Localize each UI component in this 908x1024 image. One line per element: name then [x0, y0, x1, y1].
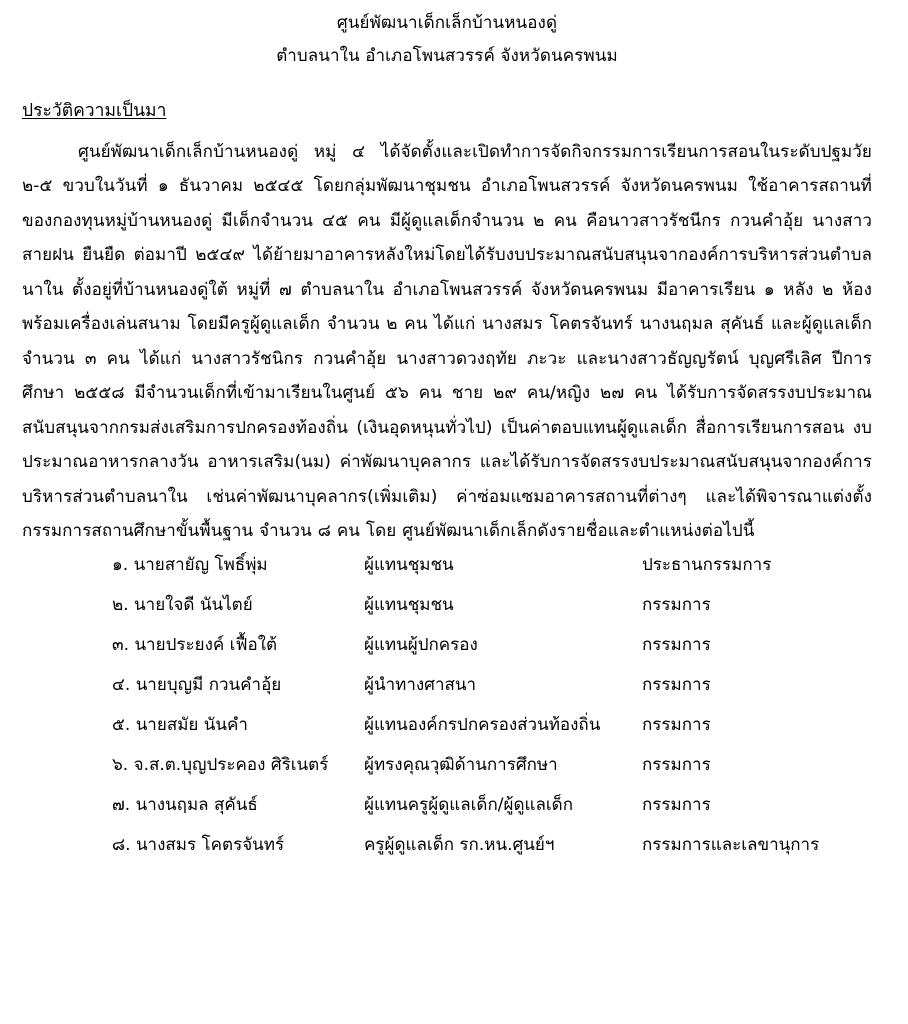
committee-name: [112, 714, 364, 735]
committee-number: ๕.: [112, 714, 131, 735]
committee-position: กรรมการ: [642, 714, 711, 735]
committee-name-text: นางสมร โคตรจันทร์: [135, 834, 285, 855]
committee-role: ผู้แทนชุมชน: [364, 554, 454, 575]
committee-number: ๘.: [112, 834, 131, 855]
list-item: [112, 674, 872, 717]
committee-position: กรรมการ: [642, 594, 711, 615]
list-item: [112, 634, 872, 677]
document-title-block: [22, 10, 872, 70]
committee-name-text: จ.ส.ต.บุญประคอง ศิริเนตร์: [133, 754, 329, 775]
committee-number: ๖.: [112, 754, 129, 775]
committee-name-text: นายประยงค์ เฟื้อใต้: [134, 634, 278, 655]
committee-number: ๗.: [112, 794, 131, 815]
committee-name-text: นายสมัย นันคำ: [135, 714, 248, 735]
list-item: [112, 754, 872, 797]
committee-list: [112, 554, 872, 877]
committee-position: กรรมการ: [642, 794, 711, 815]
committee-name-text: นางนฤมล สุคันธ์: [135, 794, 258, 815]
history-paragraph: ศูนย์พัฒนาเด็กเล็กบ้านหนองดู่ หมู่ ๔ ได้จัดตั้งและเปิดทำการจัดกิจกรรมการเรียนการสอนในระดับปฐมวัย ๒-๕ ขวบในวันที่ ๑ ธันวาคม ๒๕๔๕ โดยกลุ่มพัฒนาชุมชน อำเภอโพนสวรรค์ จังหวัดนครพนม ใช้อาคารสถานที่ของกองทุนหมู่บ้านหนองดู่ มีเด็กจำนวน ๔๕ คน มีผู้ดูแลเด็กจำนวน ๒ คน คือนาวสาวรัชนีกร กวนคำอุ้ย นางสาวสายฝน ยืนยืด ต่อมาปี ๒๕๔๙ ได้ย้ายมาอาคารหลังใหม่โดยได้รับงบประมาณสนับสนุนจากองค์การบริหารส่วนตำบลนาใน ตั้งอยู่ที่บ้านหนองดู่ใต้ หมู่ที่ ๗ ตำบลนาใน อำเภอโพนสวรรค์ จังหวัดนครพนม มีอาคารเรียน ๑ หลัง ๒ ห้อง พร้อมเครื่องเล่นสนาม โดยมีครูผู้ดูแลเด็ก จำนวน ๒ คน ได้แก่ นางสมร โคตรจันทร์ นางนฤมล สุคันธ์ และผู้ดูแลเด็กจำนวน ๓ คน ได้แก่ นางสาวรัชนิกร กวนคำอุ้ย นางสาวดวงฤทัย ภะวะ และนางสาวธัญญรัตน์ บุญศรีเลิศ ปีการศึกษา ๒๕๕๘ มีจำนวนเด็กที่เข้ามาเรียนในศูนย์ ๕๖ คน ชาย ๒๙ คน/หญิง ๒๗ คน ได้รับการจัดสรรงบประมาณสนับสนุนจากกรมส่งเสริมการปกครองท้องถิ่น (เงินอุดหนุนทั่วไป) เป็นค่าตอบแทนผู้ดูแลเด็ก สื่อการเรียนการสอน งบประมาณอาหารกลางวัน อาหารเสริม(นม) ค่าพัฒนาบุคลากร และได้รับการจัดสรรงบประมาณสนับสนุนจากองค์การบริหารส่วนตำบลนาใน เช่นค่าพัฒนาบุคลากร(เพิ่มเติม) ค่าซ่อมแซมอาคารสถานที่ต่างๆ และได้พิจารณาแต่งตั้งกรรมการสถานศึกษาขั้นพื้นฐาน จำนวน ๘ คน โดย ศูนย์พัฒนาเด็กเล็กดังรายชื่อและตำแหน่งต่อไปนี้: [22, 141, 872, 542]
section-heading-wrapper: [22, 70, 872, 124]
committee-name: [112, 794, 364, 815]
committee-name: [112, 594, 364, 615]
committee-number: ๔.: [112, 674, 131, 695]
committee-name: [112, 674, 364, 695]
list-item: [112, 594, 872, 637]
list-item: [112, 554, 872, 597]
list-item: [112, 714, 872, 757]
committee-number: ๑.: [112, 554, 129, 575]
committee-role: ผู้นำทางศาสนา: [364, 674, 477, 695]
document-title-line-2: ตำบลนาใน อำเภอโพนสวรรค์ จังหวัดนครพนม: [276, 46, 618, 67]
committee-name: [112, 834, 364, 855]
committee-role: ผู้ทรงคุณวุฒิด้านการศึกษา: [364, 754, 558, 775]
document-title-line-1: ศูนย์พัฒนาเด็กเล็กบ้านหนองดู่: [336, 13, 558, 33]
list-item: [112, 794, 872, 837]
committee-position: กรรมการ: [642, 754, 711, 775]
committee-role: ครูผู้ดูแลเด็ก รก.หน.ศูนย์ฯ: [364, 834, 555, 855]
committee-position: ประธานกรรมการ: [642, 554, 772, 575]
committee-number: ๓.: [112, 634, 130, 655]
committee-name-text: นายใจดี นันไตย์: [134, 594, 253, 615]
committee-role: ผู้แทนครูผู้ดูแลเด็ก/ผู้ดูแลเด็ก: [364, 794, 574, 815]
committee-name: [112, 634, 364, 655]
committee-role: ผู้แทนองค์กรปกครองส่วนท้องถิ่น: [364, 714, 601, 735]
committee-role: ผู้แทนผู้ปกครอง: [364, 634, 478, 655]
committee-position: กรรมการ: [642, 674, 711, 695]
list-item: [112, 834, 872, 877]
committee-number: ๒.: [112, 594, 129, 615]
committee-name: [112, 754, 364, 775]
committee-name: [112, 554, 364, 575]
committee-role: ผู้แทนชุมชน: [364, 594, 454, 615]
committee-name-text: นายสายัญ โพธิ์พุ่ม: [133, 554, 268, 575]
section-heading-history: ประวัติความเป็นมา: [22, 100, 167, 121]
committee-name-text: นายบุญมี กวนคำอุ้ย: [135, 674, 282, 695]
committee-position: กรรมการ: [642, 634, 711, 655]
committee-position: กรรมการและเลขานุการ: [642, 834, 820, 855]
